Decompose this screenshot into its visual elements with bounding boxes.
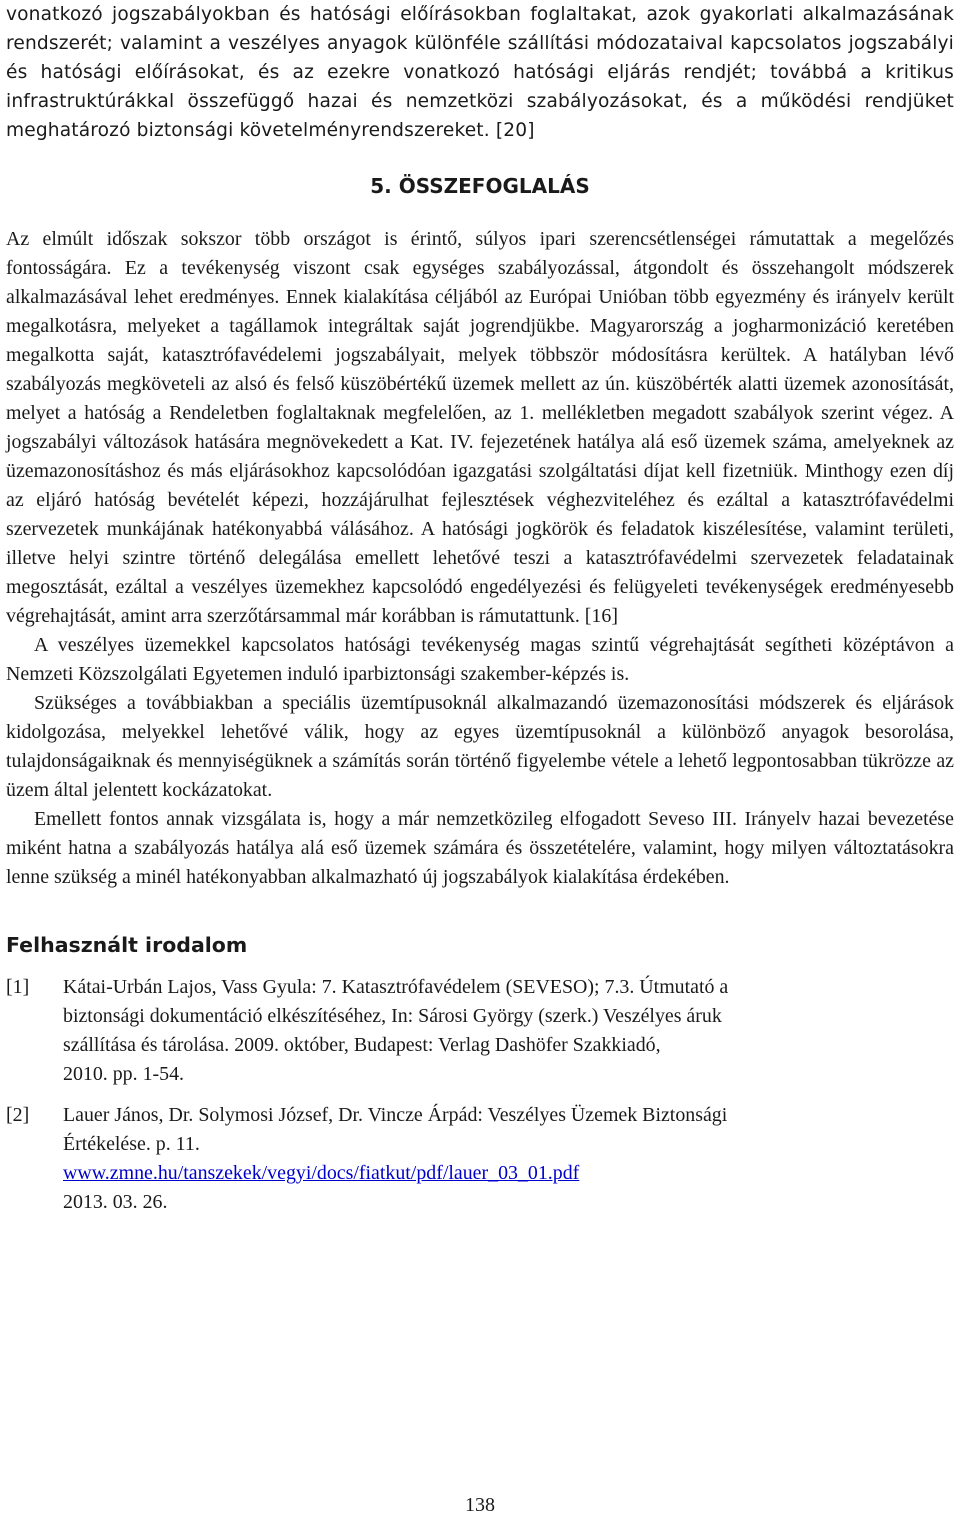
reference-body — [63, 973, 954, 1089]
reference-number: [1] — [6, 976, 30, 998]
reference-item-2 — [6, 1101, 954, 1217]
page-number: 138 — [465, 1494, 495, 1516]
intro-paragraph: vonatkozó jogszabályokban és hatósági előírásokban foglaltakat, azok gyakorlati alkalmazásának rendszerét; valamint a veszélyes anyagok különféle szállítási módozataival kapcsolatos jogszabályi és hatósági előírásokat, és az ezekre vonatkozó hatósági eljárás rendjét; továbbá a kritikus infrastruktúrákkal összefüggő hazai és nemzetközi szabályozásokat, és a működési rendjüket meghatározó biztonsági követelményrendszereket. [20] — [6, 4, 954, 141]
references-heading: Felhasznált irodalom — [6, 933, 248, 957]
reference-number: [2] — [6, 1104, 30, 1126]
reference-url-link[interactable]: www.zmne.hu/tanszekek/vegyi/docs/fiatkut/pdf/lauer_03_01.pdf — [63, 1162, 580, 1184]
reference-access-date: 2013. 03. 26. — [63, 1191, 168, 1213]
reference-line: 2010. pp. 1-54. — [63, 1063, 184, 1085]
summary-paragraph-1: Az elmúlt időszak sokszor több országot is érintő, súlyos ipari szerencsétlenségei rámutattak a megelőzés fontosságára. Ez a tevékenység viszont csak egységes szabályozással, átgondolt és összehangolt módszerek alkalmazásával lehet eredményes. Ennek kialakítása céljából az Európai Unióban több egyezmény és irányelv került megalkotásra, melyeket a tagállamok integráltak saját jogrendjükbe. Magyarország a jogharmonizáció keretében megalkotta saját, katasztrófavédelemi jogszabályait, melyek többször módosításra kerültek. A hatályban lévő szabályozás megköveteli az alsó és felső küszöbértékű üzemek mellett az ún. küszöbérték alatti üzemek azonosítását, melyet a hatóság a Rendeletben foglaltaknak megfelelően, az 1. mellékletben megadott szabályok szerint végez. A jogszabályi változások hatására megnövekedett a Kat. IV. fejezetének hatálya alá eső üzemek száma, amelyeknek az üzemazonosításhoz és más eljárásokhoz kapcsolódóan igazgatási szolgáltatási díjat kell fizetniük. Minthogy ezen díj az eljáró hatóság bevételét képezi, hozzájárulhat fejlesztések véghezviteléhez és ezáltal a katasztrófavédelmi szervezetek munkájának hatékonyabbá válásához. A hatósági jogkörök és feladatok kiszélesítése, valamint területi, illetve helyi szintre történő delegálása emellett lehetővé teszi a katasztrófavédelmi szervezetek feladatainak megosztását, ezáltal a veszélyes üzemekhez kapcsolódó engedélyezési és felügyeleti tevékenységek eredményesebb végrehajtását, amint arra szerzőtársammal már korábban is rámutattunk. [16] — [6, 228, 954, 627]
reference-line: Értékelése. p. 11. — [63, 1133, 200, 1155]
reference-line: Kátai-Urbán Lajos, Vass Gyula: 7. Katasztrófavédelem (SEVESO); 7.3. Útmutató a — [63, 976, 729, 998]
reference-line: Lauer János, Dr. Solymosi József, Dr. Vincze Árpád: Veszélyes Üzemek Biztonsági — [63, 1104, 728, 1126]
reference-body — [63, 1101, 954, 1217]
reference-item-1 — [6, 973, 954, 1089]
reference-line: biztonsági dokumentáció elkészítéséhez, In: Sárosi György (szerk.) Veszélyes áruk — [63, 1005, 722, 1027]
reference-line: szállítása és tárolása. 2009. október, Budapest: Verlag Dashöfer Szakkiadó, — [63, 1034, 661, 1056]
section-heading: 5. ÖSSZEFOGLALÁS — [370, 174, 590, 198]
summary-paragraph-2: A veszélyes üzemekkel kapcsolatos hatósági tevékenység magas szintű végrehajtását segítheti középtávon a Nemzeti Közszolgálati Egyetemen induló iparbiztonsági szakember-képzés is. — [6, 634, 954, 685]
summary-paragraph-4: Emellett fontos annak vizsgálata is, hogy a már nemzetközileg elfogadott Seveso III. Irányelv hazai bevezetése miként hatna a szabályozás hatálya alá eső üzemek számára és összetételére, valamint, hogy milyen változtatásokra lenne szükség a minél hatékonyabban alkalmazható új jogszabályok kialakítása érdekében. — [6, 808, 954, 888]
page-content — [6, 0, 954, 1217]
summary-paragraph-3: Szükséges a továbbiakban a speciális üzemtípusoknál alkalmazandó üzemazonosítási módszerek és eljárások kidolgozása, melyekkel lehetővé válik, hogy az egyes üzemtípusoknál a különböző anyagok besorolása, tulajdonságaiknak és mennyiségüknek a számítás során történő figyelembe vétele a lehető legpontosabban tükrözze az üzem által jelentett kockázatokat. — [6, 692, 954, 801]
